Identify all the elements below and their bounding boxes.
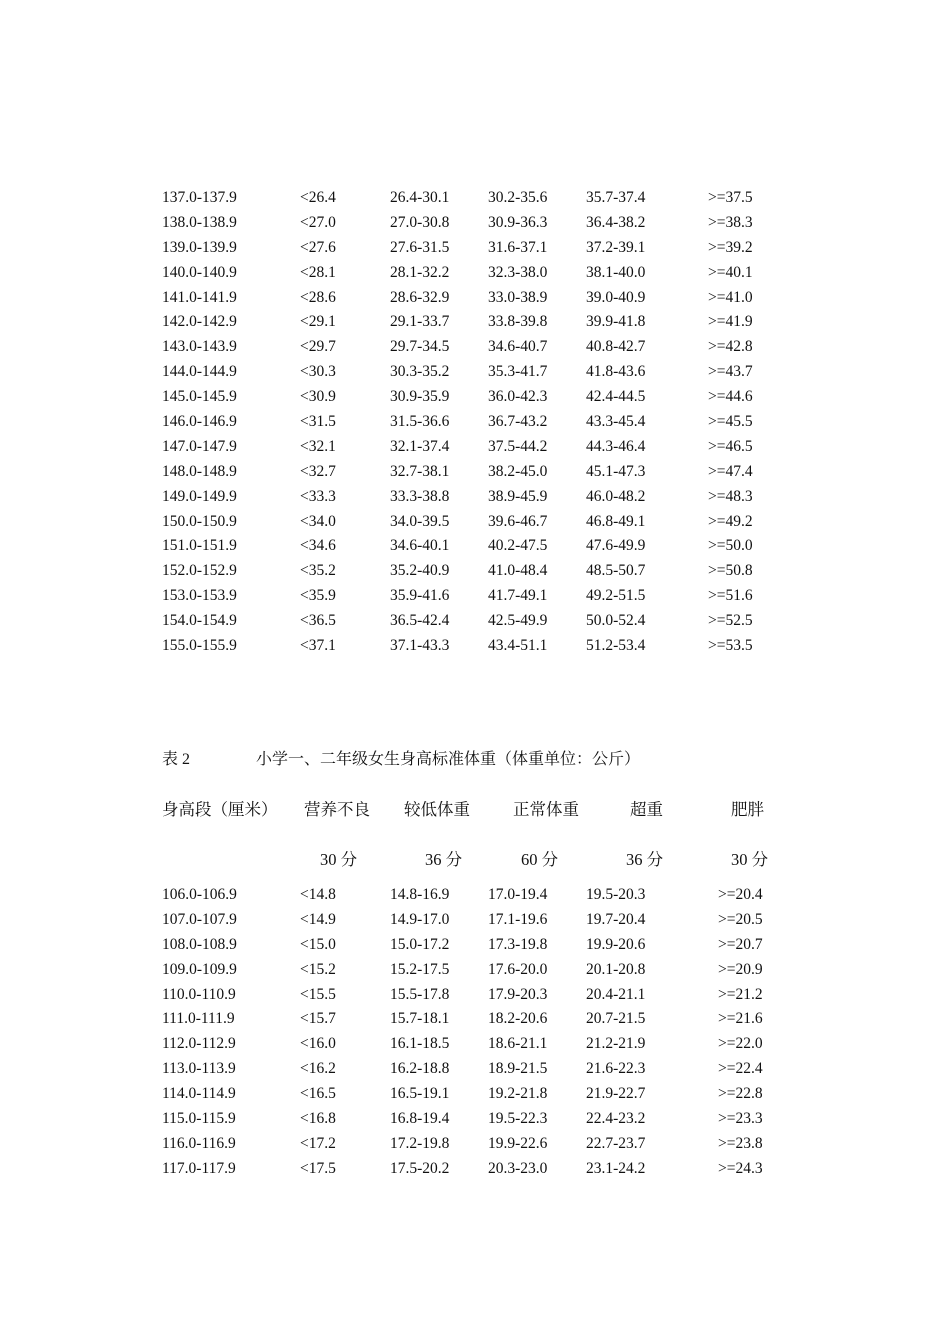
cell-malnutrition: <34.0 (300, 512, 336, 530)
header-height-range: 身高段（厘米） (162, 800, 278, 819)
cell-height-range: 146.0-146.9 (162, 413, 237, 431)
cell-low-weight: 32.1-37.4 (390, 437, 450, 455)
cell-obese: >=51.6 (708, 587, 753, 605)
cell-normal-weight: 43.4-51.1 (488, 637, 548, 655)
cell-normal-weight: 38.9-45.9 (488, 487, 548, 505)
cell-obese: >=22.4 (718, 1060, 763, 1078)
cell-overweight: 37.2-39.1 (586, 238, 646, 256)
cell-obese: >=22.8 (718, 1085, 763, 1103)
cell-height-range: 117.0-117.9 (162, 1159, 236, 1177)
cell-low-weight: 33.3-38.8 (390, 487, 450, 505)
cell-overweight: 22.4-23.2 (586, 1110, 646, 1128)
cell-low-weight: 16.2-18.8 (390, 1060, 450, 1078)
cell-height-range: 109.0-109.9 (162, 960, 237, 978)
cell-height-range: 147.0-147.9 (162, 437, 237, 455)
cell-normal-weight: 41.7-49.1 (488, 587, 548, 605)
cell-normal-weight: 18.9-21.5 (488, 1060, 548, 1078)
cell-normal-weight: 30.9-36.3 (488, 213, 548, 231)
cell-obese: >=23.8 (718, 1134, 763, 1152)
cell-overweight: 19.9-20.6 (586, 935, 646, 953)
cell-obese: >=21.2 (718, 985, 763, 1003)
cell-height-range: 108.0-108.9 (162, 935, 237, 953)
cell-low-weight: 17.5-20.2 (390, 1159, 450, 1177)
cell-low-weight: 15.7-18.1 (390, 1010, 450, 1028)
cell-obese: >=20.7 (718, 935, 763, 953)
cell-normal-weight: 17.3-19.8 (488, 935, 548, 953)
cell-obese: >=20.4 (718, 886, 763, 903)
cell-normal-weight: 30.2-35.6 (488, 189, 548, 206)
cell-malnutrition: <32.1 (300, 437, 336, 455)
cell-malnutrition: <30.3 (300, 363, 336, 381)
cell-height-range: 149.0-149.9 (162, 487, 237, 505)
cell-malnutrition: <26.4 (300, 189, 336, 206)
cell-low-weight: 15.0-17.2 (390, 935, 450, 953)
cell-malnutrition: <32.7 (300, 462, 336, 480)
cell-obese: >=20.9 (718, 960, 763, 978)
cell-low-weight: 34.0-39.5 (390, 512, 450, 530)
cell-overweight: 46.0-48.2 (586, 487, 646, 505)
cell-malnutrition: <15.5 (300, 985, 336, 1003)
score-malnutrition: 30 分 (320, 850, 358, 869)
header-low-weight: 较低体重 (404, 800, 470, 819)
cell-normal-weight: 38.2-45.0 (488, 462, 548, 480)
cell-low-weight: 14.9-17.0 (390, 910, 450, 928)
cell-height-range: 142.0-142.9 (162, 313, 237, 331)
header-malnutrition: 营养不良 (304, 800, 370, 819)
cell-overweight: 35.7-37.4 (586, 189, 646, 206)
cell-overweight: 45.1-47.3 (586, 462, 646, 480)
cell-malnutrition: <35.9 (300, 587, 336, 605)
cell-overweight: 49.2-51.5 (586, 587, 646, 605)
cell-malnutrition: <31.5 (300, 413, 336, 431)
cell-normal-weight: 40.2-47.5 (488, 537, 548, 555)
cell-obese: >=47.4 (708, 462, 753, 480)
cell-obese: >=21.6 (718, 1010, 763, 1028)
cell-normal-weight: 42.5-49.9 (488, 612, 548, 630)
cell-obese: >=23.3 (718, 1110, 763, 1128)
cell-obese: >=44.6 (708, 388, 753, 406)
cell-obese: >=41.0 (708, 288, 753, 306)
cell-normal-weight: 19.2-21.8 (488, 1085, 548, 1103)
cell-height-range: 138.0-138.9 (162, 213, 237, 231)
cell-low-weight: 27.0-30.8 (390, 213, 450, 231)
cell-low-weight: 34.6-40.1 (390, 537, 450, 555)
cell-overweight: 46.8-49.1 (586, 512, 646, 530)
cell-low-weight: 37.1-43.3 (390, 637, 450, 655)
score-low-weight: 36 分 (425, 850, 463, 869)
cell-low-weight: 28.6-32.9 (390, 288, 450, 306)
cell-normal-weight: 39.6-46.7 (488, 512, 548, 530)
cell-normal-weight: 36.0-42.3 (488, 388, 548, 406)
cell-obese: >=43.7 (708, 363, 753, 381)
cell-height-range: 113.0-113.9 (162, 1060, 236, 1078)
cell-obese: >=42.8 (708, 338, 753, 356)
score-normal-weight: 60 分 (521, 850, 559, 869)
cell-normal-weight: 34.6-40.7 (488, 338, 548, 356)
cell-obese: >=48.3 (708, 487, 753, 505)
cell-normal-weight: 20.3-23.0 (488, 1159, 548, 1177)
cell-normal-weight: 17.9-20.3 (488, 985, 548, 1003)
cell-malnutrition: <16.0 (300, 1035, 336, 1053)
cell-height-range: 145.0-145.9 (162, 388, 237, 406)
cell-height-range: 110.0-110.9 (162, 985, 236, 1003)
cell-overweight: 42.4-44.5 (586, 388, 646, 406)
cell-normal-weight: 17.0-19.4 (488, 886, 548, 903)
cell-malnutrition: <27.6 (300, 238, 336, 256)
cell-overweight: 20.4-21.1 (586, 985, 646, 1003)
cell-overweight: 43.3-45.4 (586, 413, 646, 431)
cell-normal-weight: 19.5-22.3 (488, 1110, 548, 1128)
cell-normal-weight: 32.3-38.0 (488, 263, 548, 281)
cell-overweight: 20.7-21.5 (586, 1010, 646, 1028)
cell-overweight: 20.1-20.8 (586, 960, 646, 978)
cell-malnutrition: <16.2 (300, 1060, 336, 1078)
cell-malnutrition: <28.1 (300, 263, 336, 281)
cell-overweight: 23.1-24.2 (586, 1159, 646, 1177)
cell-malnutrition: <35.2 (300, 562, 336, 580)
cell-low-weight: 16.5-19.1 (390, 1085, 450, 1103)
cell-obese: >=50.0 (708, 537, 753, 555)
cell-obese: >=49.2 (708, 512, 753, 530)
cell-normal-weight: 31.6-37.1 (488, 238, 548, 256)
cell-low-weight: 31.5-36.6 (390, 413, 450, 431)
cell-low-weight: 36.5-42.4 (390, 612, 450, 630)
cell-height-range: 115.0-115.9 (162, 1110, 236, 1128)
cell-overweight: 48.5-50.7 (586, 562, 646, 580)
header-normal-weight: 正常体重 (513, 800, 579, 819)
table-2-label: 表 2 (162, 751, 191, 768)
cell-overweight: 21.2-21.9 (586, 1035, 646, 1053)
cell-height-range: 154.0-154.9 (162, 612, 237, 630)
cell-malnutrition: <28.6 (300, 288, 336, 306)
cell-low-weight: 17.2-19.8 (390, 1134, 450, 1152)
cell-overweight: 21.9-22.7 (586, 1085, 646, 1103)
cell-normal-weight: 33.0-38.9 (488, 288, 548, 306)
cell-obese: >=46.5 (708, 437, 753, 455)
cell-low-weight: 32.7-38.1 (390, 462, 450, 480)
cell-overweight: 41.8-43.6 (586, 363, 646, 381)
cell-normal-weight: 19.9-22.6 (488, 1134, 548, 1152)
cell-low-weight: 27.6-31.5 (390, 238, 450, 256)
score-overweight: 36 分 (626, 850, 664, 869)
cell-low-weight: 30.3-35.2 (390, 363, 450, 381)
cell-height-range: 152.0-152.9 (162, 562, 237, 580)
cell-low-weight: 29.1-33.7 (390, 313, 450, 331)
cell-obese: >=52.5 (708, 612, 753, 630)
cell-malnutrition: <16.5 (300, 1085, 336, 1103)
cell-normal-weight: 41.0-48.4 (488, 562, 548, 580)
cell-overweight: 51.2-53.4 (586, 637, 646, 655)
cell-malnutrition: <14.9 (300, 910, 336, 928)
cell-height-range: 150.0-150.9 (162, 512, 237, 530)
cell-height-range: 153.0-153.9 (162, 587, 237, 605)
cell-malnutrition: <15.7 (300, 1010, 336, 1028)
cell-malnutrition: <33.3 (300, 487, 336, 505)
cell-low-weight: 35.2-40.9 (390, 562, 450, 580)
cell-malnutrition: <17.5 (300, 1159, 336, 1177)
cell-malnutrition: <30.9 (300, 388, 336, 406)
cell-overweight: 38.1-40.0 (586, 263, 646, 281)
cell-obese: >=40.1 (708, 263, 753, 281)
cell-overweight: 22.7-23.7 (586, 1134, 646, 1152)
cell-overweight: 19.7-20.4 (586, 910, 646, 928)
cell-obese: >=41.9 (708, 313, 753, 331)
cell-low-weight: 15.2-17.5 (390, 960, 450, 978)
cell-height-range: 111.0-111.9 (162, 1010, 235, 1028)
cell-height-range: 116.0-116.9 (162, 1134, 236, 1152)
cell-malnutrition: <17.2 (300, 1134, 336, 1152)
cell-obese: >=45.5 (708, 413, 753, 431)
cell-overweight: 44.3-46.4 (586, 437, 646, 455)
cell-height-range: 144.0-144.9 (162, 363, 237, 381)
cell-normal-weight: 33.8-39.8 (488, 313, 548, 331)
cell-low-weight: 28.1-32.2 (390, 263, 450, 281)
cell-normal-weight: 18.2-20.6 (488, 1010, 548, 1028)
cell-height-range: 106.0-106.9 (162, 886, 237, 903)
cell-normal-weight: 17.6-20.0 (488, 960, 548, 978)
cell-low-weight: 30.9-35.9 (390, 388, 450, 406)
cell-obese: >=39.2 (708, 238, 753, 256)
cell-height-range: 155.0-155.9 (162, 637, 237, 655)
cell-overweight: 47.6-49.9 (586, 537, 646, 555)
cell-low-weight: 15.5-17.8 (390, 985, 450, 1003)
cell-height-range: 112.0-112.9 (162, 1035, 236, 1053)
cell-malnutrition: <15.2 (300, 960, 336, 978)
cell-obese: >=22.0 (718, 1035, 763, 1053)
cell-height-range: 107.0-107.9 (162, 910, 237, 928)
cell-low-weight: 16.8-19.4 (390, 1110, 450, 1128)
cell-normal-weight: 18.6-21.1 (488, 1035, 548, 1053)
cell-normal-weight: 35.3-41.7 (488, 363, 548, 381)
cell-malnutrition: <29.7 (300, 338, 336, 356)
cell-malnutrition: <16.8 (300, 1110, 336, 1128)
cell-obese: >=38.3 (708, 213, 753, 231)
header-overweight: 超重 (630, 800, 663, 819)
cell-malnutrition: <27.0 (300, 213, 336, 231)
cell-malnutrition: <29.1 (300, 313, 336, 331)
cell-obese: >=50.8 (708, 562, 753, 580)
cell-normal-weight: 17.1-19.6 (488, 910, 548, 928)
cell-overweight: 21.6-22.3 (586, 1060, 646, 1078)
cell-low-weight: 35.9-41.6 (390, 587, 450, 605)
cell-obese: >=24.3 (718, 1159, 763, 1177)
score-obese: 30 分 (731, 850, 769, 869)
cell-height-range: 114.0-114.9 (162, 1085, 236, 1103)
cell-malnutrition: <14.8 (300, 886, 336, 903)
cell-low-weight: 16.1-18.5 (390, 1035, 450, 1053)
cell-malnutrition: <36.5 (300, 612, 336, 630)
cell-low-weight: 14.8-16.9 (390, 886, 450, 903)
cell-overweight: 50.0-52.4 (586, 612, 646, 630)
cell-obese: >=37.5 (708, 189, 753, 206)
cell-low-weight: 26.4-30.1 (390, 189, 450, 206)
cell-obese: >=20.5 (718, 910, 763, 928)
cell-height-range: 151.0-151.9 (162, 537, 237, 555)
cell-height-range: 148.0-148.9 (162, 462, 237, 480)
header-obese: 肥胖 (731, 800, 764, 819)
cell-height-range: 140.0-140.9 (162, 263, 237, 281)
cell-malnutrition: <34.6 (300, 537, 336, 555)
cell-height-range: 143.0-143.9 (162, 338, 237, 356)
cell-overweight: 19.5-20.3 (586, 886, 646, 903)
cell-overweight: 40.8-42.7 (586, 338, 646, 356)
cell-overweight: 39.9-41.8 (586, 313, 646, 331)
cell-normal-weight: 36.7-43.2 (488, 413, 548, 431)
cell-obese: >=53.5 (708, 637, 753, 655)
cell-height-range: 141.0-141.9 (162, 288, 237, 306)
cell-malnutrition: <15.0 (300, 935, 336, 953)
cell-normal-weight: 37.5-44.2 (488, 437, 548, 455)
table-2-title: 小学一、二年级女生身高标准体重（体重单位：公斤） (256, 749, 641, 768)
cell-malnutrition: <37.1 (300, 637, 336, 655)
cell-height-range: 139.0-139.9 (162, 238, 237, 256)
cell-low-weight: 29.7-34.5 (390, 338, 450, 356)
cell-overweight: 39.0-40.9 (586, 288, 646, 306)
cell-overweight: 36.4-38.2 (586, 213, 646, 231)
cell-height-range: 137.0-137.9 (162, 189, 237, 206)
